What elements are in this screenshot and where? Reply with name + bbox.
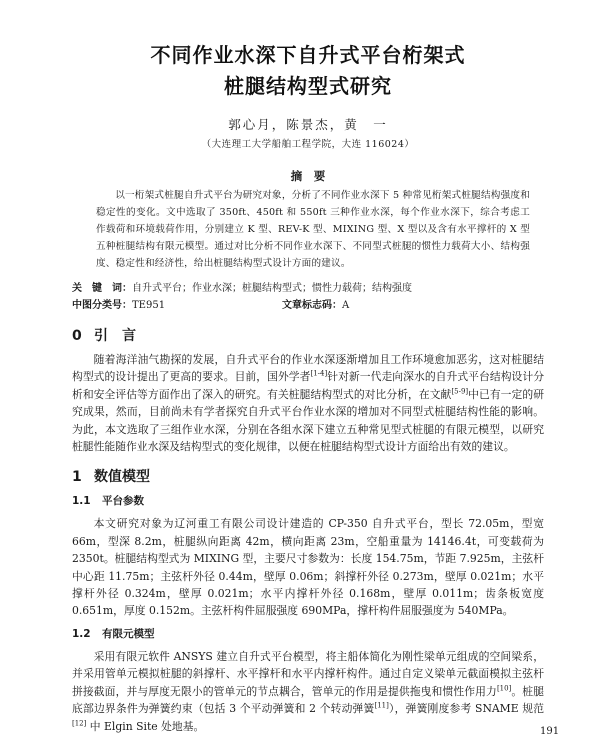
keywords-row (72, 280, 544, 297)
title-line-2: 桩腿结构型式研究 (224, 74, 392, 98)
title-line-1: 不同作业水深下自升式平台桁架式 (150, 43, 466, 67)
document-code (282, 297, 349, 314)
subsection-1-2-title: 有限元模型 (102, 627, 155, 640)
section-0-number: 0 (72, 328, 82, 344)
fem-text-4: 中 Elgin Site 处地基。 (86, 719, 205, 733)
section-0-title: 引 言 (94, 328, 136, 344)
citation-ref: [12] (72, 718, 87, 727)
subsection-1-1-title: 平台参数 (102, 495, 144, 508)
citation-ref: [1-4] (310, 369, 328, 378)
platform-parameters-paragraph: 本文研究对象为辽河重工有限公司设计建造的 CP-350 自升式平台，型长 72.05m，型宽 66m，型深 8.2m，桩腿纵向距离 42m，横向距离 23m，空船重量为 14146.4t，可变载荷为 2350t。桩腿结构型式为 MIXING 型，主要尺寸参数为：长度 154.75m，节距 7.925m，主弦杆中心距 11.75m；主弦杆外径 0.44m，壁厚 0.06m；斜撑杆外径 0.273m，壁厚 0.021m；水平撑杆外径 0.324m，壁厚 0.021m；水平内撑杆外径 0.168m，壁厚 0.011m；齿条板宽度 0.651m，厚度 0.152m。主弦杆构件屈服强度 690MPa，撑杆构件屈服强度为 540MPa。 (72, 517, 544, 618)
section-1-number: 1 (72, 469, 82, 486)
citation-ref: [10] (496, 684, 512, 693)
citation-ref: [5-9] (451, 387, 469, 396)
subsection-1-1-number: 1.1 (72, 495, 91, 508)
clc-label: 中图分类号： (72, 300, 132, 311)
abstract-text: 以一桁架式桩腿自升式平台为研究对象，分析了不同作业水深下 5 种常见桁架式桩腿结构强度和稳定性的变化。文中选取了 350ft、450ft 和 550ft 三种作业水深，每个作业水深下，综合考虑工作载荷和环境载荷作用，分别建立 K 型、REV-K 型、MIXING 型、X 型以及含有水平撑杆的 X 型五种桩腿结构有限元模型。通过对比分析不同作业水深下、不同型式桩腿的惯性力载荷大小、结构强度、稳定性和经济性，给出桩腿结构型式设计方面的建议。 (96, 190, 530, 269)
page-number: 191 (540, 726, 560, 737)
doc-code-value: A (342, 300, 350, 311)
fem-text-2: 。桩腿底部边界条件为弹簧约束（包括 3 个平动弹簧和 2 个转动弹簧 (72, 684, 544, 716)
fem-text-3: ），弹簧刚度参考 SNAME 规范 (388, 702, 544, 716)
clc-value: TE951 (132, 300, 166, 311)
fem-text-1: 采用有限元软件 ANSYS 建立自升式平台模型，将主船体简化为刚性梁单元组成的空间梁系，并采用管单元模拟桩腿的斜撑杆、水平撑杆和水平内撑杆构件。通过自定义梁单元截面模拟主弦杆拼接截面，并与厚度无限小的管单元的节点耦合，管单元的作用是提供拖曳和惯性作用力 (72, 649, 544, 698)
abstract-heading: 摘 要 (290, 169, 326, 183)
introduction-paragraph (72, 351, 544, 455)
fem-model-paragraph (72, 648, 544, 735)
text-column (72, 40, 544, 735)
intro-text-2: 针对新一代走向深水的自升式平台结构设计分析和安全评估等方面作出了深入的研究。有关桩腿结构型式的对比分析，在文献 (72, 370, 545, 401)
intro-text-3: 中已有一定的研究成果，然而，目前尚未有学者探究自升式平台作业水深的增加对不同型式桩腿结构性能的影响。为此，本文选取了三组作业水深，分别在各组水深下建立五种常见型式桩腿的有限元模型，以研究桩腿性能随作业水深及结构型式的变化规律，以便在桩腿结构型式设计方面给出有效的建议。 (72, 387, 545, 454)
section-1-heading (72, 467, 544, 487)
clc-number (72, 297, 282, 314)
section-1-title: 数值模型 (94, 469, 150, 486)
keywords-label: 关 键 词： (72, 283, 132, 294)
authors: 郭心月，陈景杰，黄 一 (228, 117, 388, 132)
doc-code-label: 文章标志码： (282, 300, 342, 311)
intro-text-1: 随着海洋油气勘探的发展，自升式平台的作业水深逐渐增加且工作环境愈加恶劣，这对桩腿结构型式的设计提出了更高的要求。目前，国外学者 (72, 353, 544, 384)
subsection-1-2-number: 1.2 (72, 627, 91, 640)
paper-title (72, 40, 544, 102)
affiliation: （大连理工大学船舶工程学院，大连 116024） (201, 139, 415, 150)
section-0-heading (72, 326, 544, 346)
subsection-1-1-heading (72, 493, 544, 510)
citation-ref: [11] (374, 701, 389, 710)
subsection-1-2-heading (72, 626, 544, 643)
keywords-text: 自升式平台；作业水深；桩腿结构型式；惯性力载荷；结构强度 (132, 283, 412, 294)
classification-row (72, 297, 544, 314)
